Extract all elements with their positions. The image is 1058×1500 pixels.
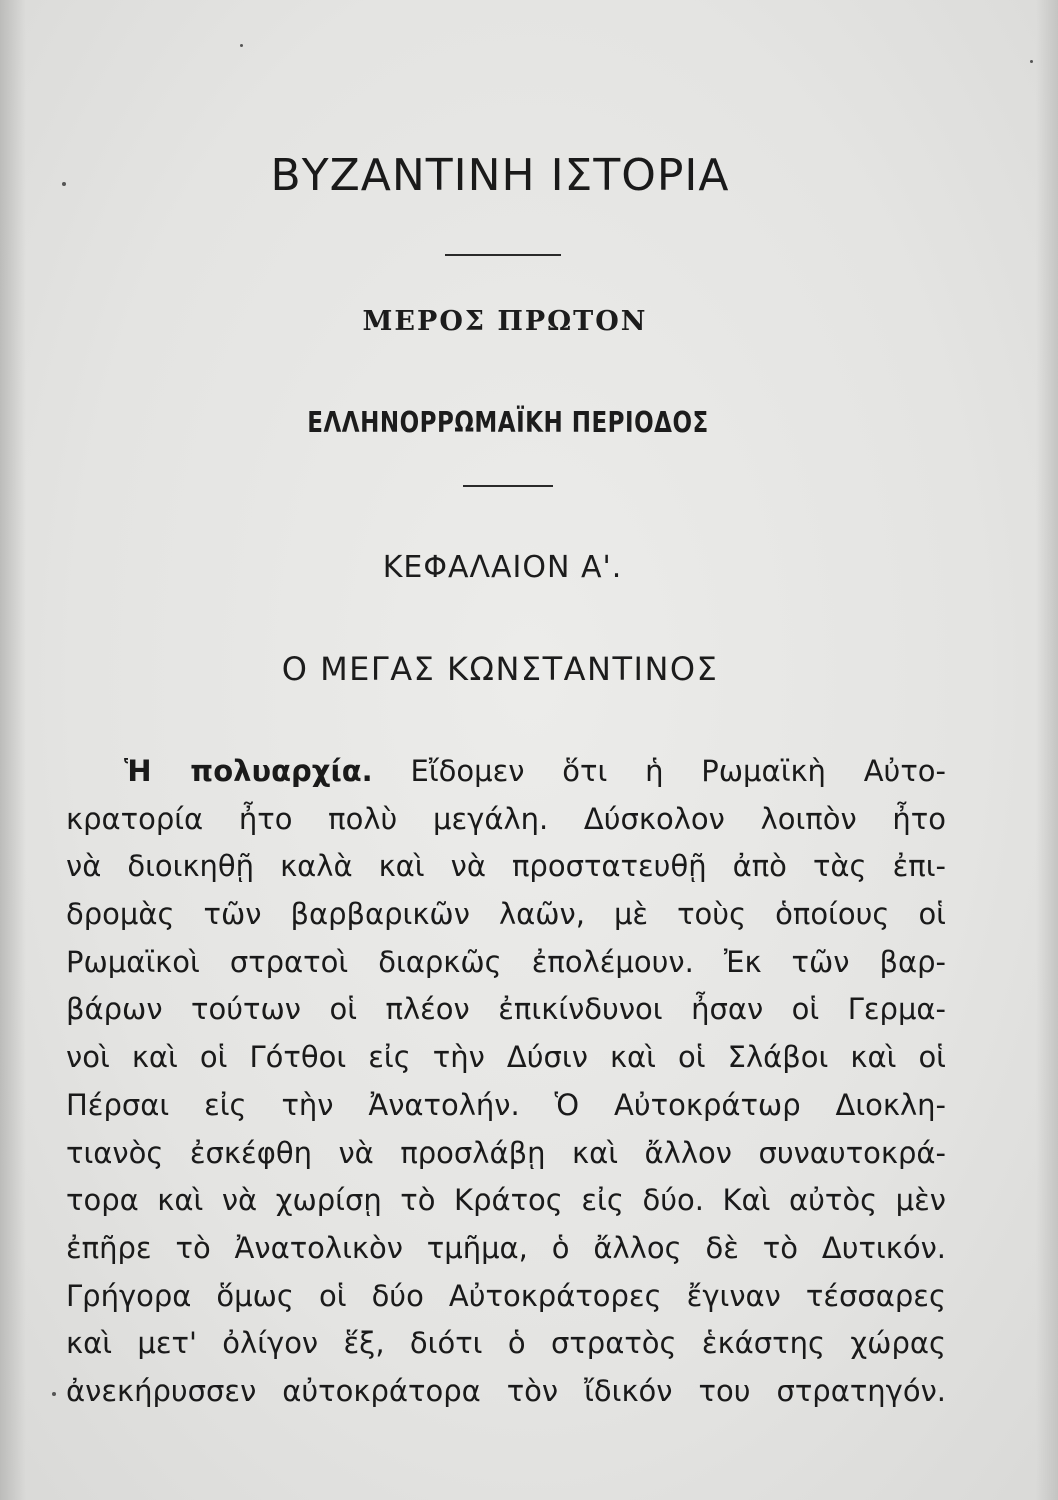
lead-phrase: Ἡ πολυαρχία. xyxy=(124,754,373,788)
paper-speck xyxy=(62,182,66,186)
paper-speck xyxy=(52,1392,56,1396)
body-paragraph xyxy=(66,748,946,1416)
book-title: ΒΥΖΑΝΤΙΝΗ ΙΣΤΟΡΙΑ xyxy=(270,150,730,201)
text-line: νὰ διοικηθῇ καλὰ καὶ νὰ προστατευθῇ ἀπὸ τὰς ἐπι- xyxy=(66,849,946,884)
chapter-heading: ΚΕΦΑΛΑΙΟΝ Α'. xyxy=(382,550,623,585)
text-line: ἀνεκήρυσσεν αὐτοκράτορα τὸν ἴδικόν του στρατηγόν. xyxy=(66,1373,946,1408)
text-line: ἐπῆρε τὸ Ἀνατολικὸν τμῆμα, ὁ ἄλλος δὲ τὸ Δυτικόν. xyxy=(66,1230,946,1265)
text-line: βάρων τούτων οἱ πλέον ἐπικίνδυνοι ἦσαν οἱ Γερμα- xyxy=(66,992,946,1027)
text-line: Γρήγορα ὅμως οἱ δύο Αὐτοκράτορες ἔγιναν τέσσαρες xyxy=(66,1278,946,1313)
text-line: τιανὸς ἐσκέφθη νὰ προσλάβῃ καὶ ἄλλον συναυτοκρά- xyxy=(66,1135,946,1170)
text-line: δρομὰς τῶν βαρβαρικῶν λαῶν, μὲ τοὺς ὁποίους οἱ xyxy=(66,897,946,932)
paper-speck xyxy=(240,44,243,47)
text-line: τορα καὶ νὰ χωρίσῃ τὸ Κράτος εἰς δύο. Καὶ αὐτὸς μὲν xyxy=(66,1183,946,1218)
paper-speck xyxy=(1030,60,1033,63)
text-line: Πέρσαι εἰς τὴν Ἀνατολήν. Ὁ Αὐτοκράτωρ Διοκλη- xyxy=(66,1087,946,1122)
section-heading: Ο ΜΕΓΑΣ ΚΩΝΣΤΑΝΤΙΝΟΣ xyxy=(281,650,719,688)
period-heading: ΕΛΛΗΝΟΡΡΩΜΑΪΚΗ ΠΕΡΙΟΔΟΣ xyxy=(307,406,709,440)
text-line: Ρωμαϊκοὶ στρατοὶ διαρκῶς ἐπολέμουν. Ἐκ τῶν βαρ- xyxy=(66,944,946,979)
page-shadow-right xyxy=(1036,0,1058,1500)
text-line: καὶ μετ' ὀλίγον ἕξ, διότι ὁ στρατὸς ἑκάστης χώρας xyxy=(66,1326,946,1361)
page-shadow-left xyxy=(0,0,26,1500)
part-heading: ΜΕΡΟΣ ΠΡΩΤΟΝ xyxy=(362,306,648,337)
text-line: Ἡ πολυαρχία. Εἴδομεν ὅτι ἡ Ρωμαϊκὴ Αὐτο- xyxy=(124,754,947,788)
text-line: νοὶ καὶ οἱ Γότθοι εἰς τὴν Δύσιν καὶ οἱ Σλάβοι καὶ οἱ xyxy=(66,1040,946,1075)
period-divider xyxy=(463,485,553,487)
title-divider xyxy=(445,254,561,256)
text-line: κρατορία ἦτο πολὺ μεγάλη. Δύσκολον λοιπὸν ἦτο xyxy=(66,801,946,836)
